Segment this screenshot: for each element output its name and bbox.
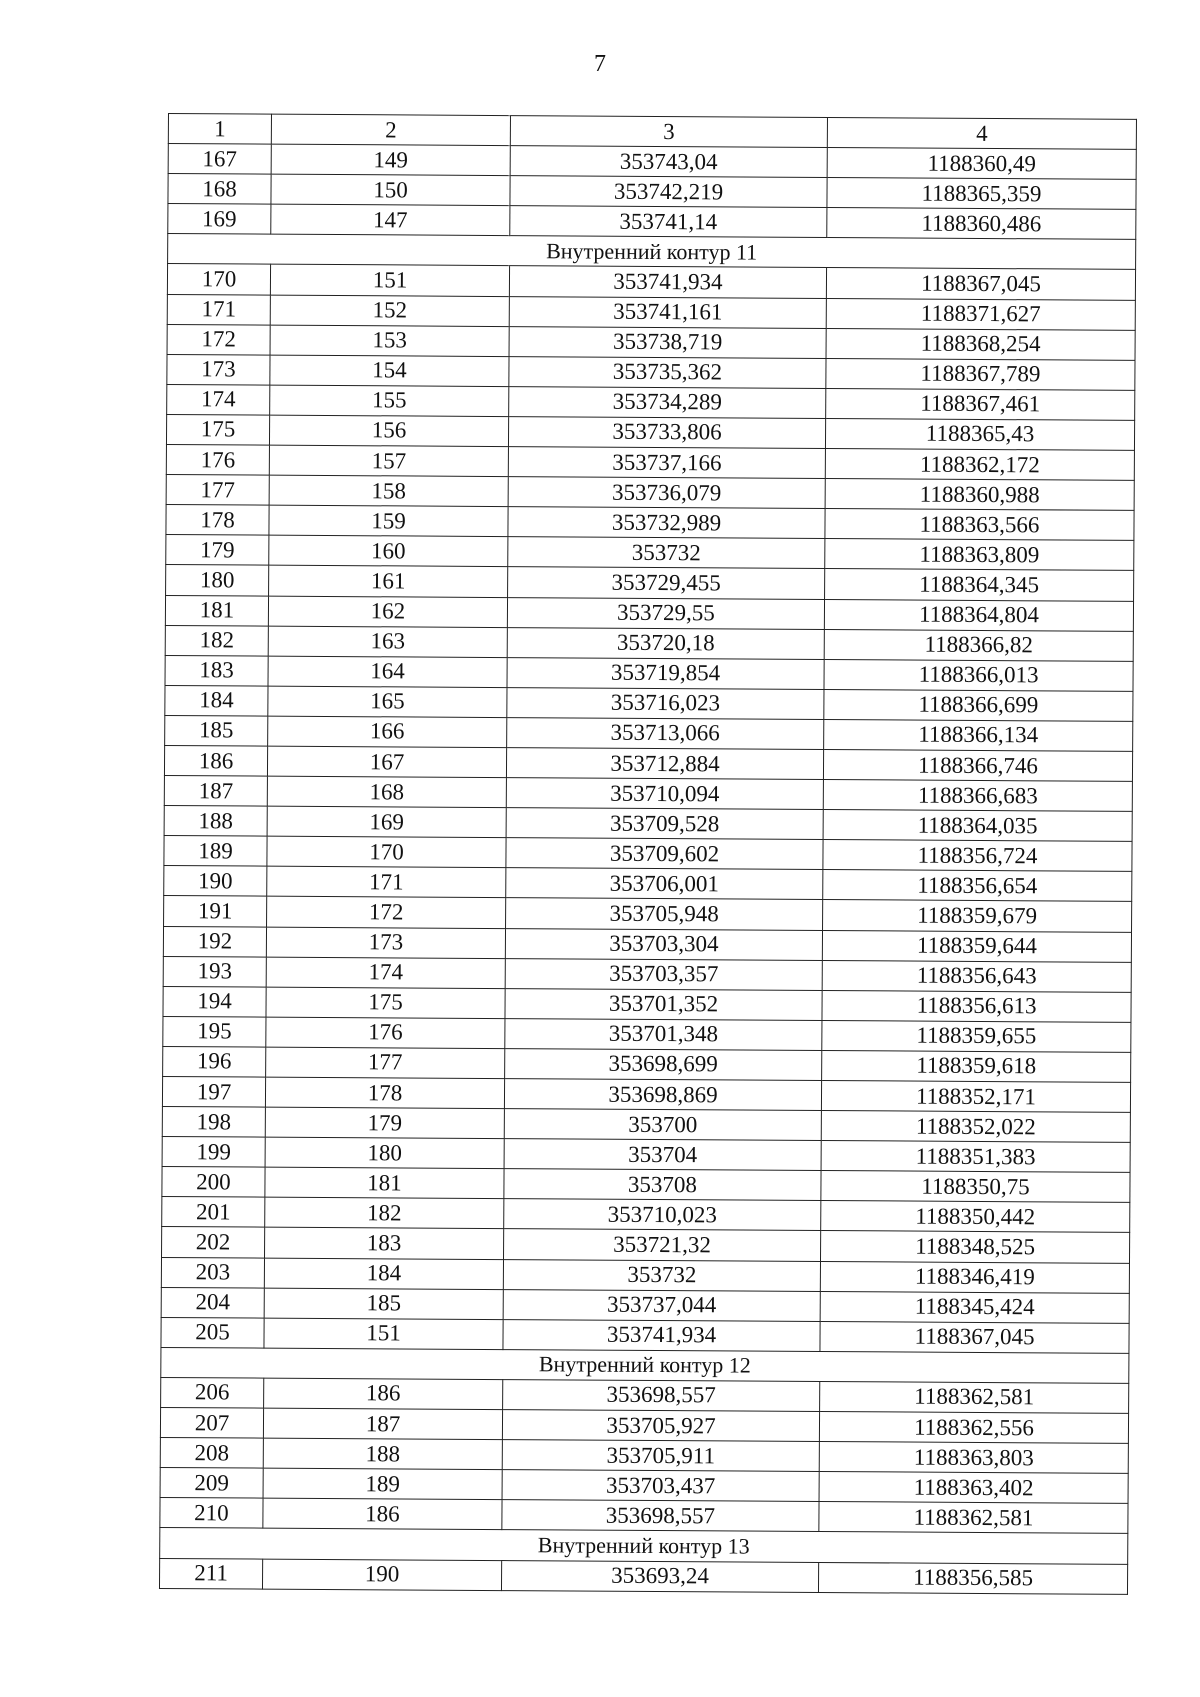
y-coordinate-cell: 1188368,254: [826, 328, 1135, 360]
point-number-cell: 207: [160, 1408, 263, 1439]
x-coordinate-cell: 353737,044: [503, 1289, 820, 1321]
vertex-number-cell: 186: [264, 1378, 503, 1410]
y-coordinate-cell: 1188363,803: [819, 1442, 1128, 1474]
x-coordinate-cell: 353721,32: [504, 1229, 821, 1261]
vertex-number-cell: 147: [271, 204, 510, 236]
vertex-number-cell: 183: [265, 1228, 504, 1260]
vertex-number-cell: 158: [269, 475, 508, 507]
vertex-number-cell: 151: [270, 265, 509, 297]
y-coordinate-cell: 1188363,402: [819, 1472, 1128, 1504]
x-coordinate-cell: 353712,884: [506, 748, 823, 780]
vertex-number-cell: 177: [266, 1047, 505, 1079]
y-coordinate-cell: 1188366,134: [824, 719, 1133, 751]
y-coordinate-cell: 1188367,789: [826, 358, 1135, 390]
point-number-cell: 172: [167, 324, 270, 355]
point-number-cell: 173: [167, 354, 270, 385]
vertex-number-cell: 173: [266, 927, 505, 959]
x-coordinate-cell: 353693,24: [501, 1560, 818, 1592]
y-coordinate-cell: 1188359,618: [822, 1050, 1131, 1082]
vertex-number-cell: 167: [267, 746, 506, 778]
y-coordinate-cell: 1188360,988: [825, 479, 1134, 511]
point-number-cell: 203: [161, 1257, 264, 1288]
vertex-number-cell: 185: [264, 1288, 503, 1320]
vertex-number-cell: 153: [270, 325, 509, 357]
x-coordinate-cell: 353708: [504, 1169, 821, 1201]
y-coordinate-cell: 1188365,359: [827, 178, 1136, 210]
point-number-cell: 183: [165, 655, 268, 686]
vertex-number-cell: 187: [263, 1408, 502, 1440]
x-coordinate-cell: 353737,166: [508, 447, 825, 479]
vertex-number-cell: 190: [262, 1559, 501, 1591]
y-coordinate-cell: 1188363,809: [825, 539, 1134, 571]
vertex-number-cell: 172: [267, 897, 506, 929]
point-number-cell: 199: [162, 1137, 265, 1168]
point-number-cell: 168: [168, 174, 271, 205]
y-coordinate-cell: 1188359,655: [822, 1020, 1131, 1052]
x-coordinate-cell: 353706,001: [506, 868, 823, 900]
x-coordinate-cell: 353741,14: [510, 206, 827, 238]
point-number-cell: 174: [167, 384, 270, 415]
x-coordinate-cell: 353735,362: [509, 356, 826, 388]
y-coordinate-cell: 1188366,82: [824, 629, 1133, 661]
vertex-number-cell: 178: [265, 1077, 504, 1109]
x-coordinate-cell: 353700: [504, 1109, 821, 1141]
vertex-number-cell: 163: [268, 626, 507, 658]
point-number-cell: 193: [163, 956, 266, 987]
point-number-cell: 178: [166, 505, 269, 536]
x-coordinate-cell: 353732,989: [508, 507, 825, 539]
vertex-number-cell: 179: [265, 1107, 504, 1139]
y-coordinate-cell: 1188351,383: [821, 1141, 1130, 1173]
point-number-cell: 198: [162, 1107, 265, 1138]
point-number-cell: 185: [165, 715, 268, 746]
y-coordinate-cell: 1188350,442: [821, 1201, 1130, 1233]
point-number-cell: 177: [166, 475, 269, 506]
y-coordinate-cell: 1188359,644: [822, 930, 1131, 962]
y-coordinate-cell: 1188362,556: [819, 1412, 1128, 1444]
section-title: Внутренний контур 12: [161, 1347, 1129, 1383]
x-coordinate-cell: 353703,357: [505, 958, 822, 990]
y-coordinate-cell: 1188366,746: [823, 749, 1132, 781]
x-coordinate-cell: 353701,348: [505, 1018, 822, 1050]
vertex-number-cell: 154: [270, 355, 509, 387]
x-coordinate-cell: 353709,602: [506, 838, 823, 870]
x-coordinate-cell: 353733,806: [508, 417, 825, 449]
table-row: [159, 1558, 1127, 1594]
x-coordinate-cell: 353743,04: [510, 146, 827, 178]
point-number-cell: 167: [168, 144, 271, 175]
vertex-number-cell: 152: [270, 295, 509, 327]
x-coordinate-cell: 353709,528: [506, 808, 823, 840]
vertex-number-cell: 170: [267, 836, 506, 868]
y-coordinate-cell: 1188356,613: [822, 990, 1131, 1022]
vertex-number-cell: 180: [265, 1137, 504, 1169]
x-coordinate-cell: 353710,094: [506, 778, 823, 810]
x-coordinate-cell: 353705,911: [502, 1440, 819, 1472]
point-number-cell: 181: [165, 595, 268, 626]
x-coordinate-cell: 353704: [504, 1139, 821, 1171]
y-coordinate-cell: 1188356,654: [823, 870, 1132, 902]
point-number-cell: 210: [160, 1498, 263, 1529]
y-coordinate-cell: 1188352,022: [821, 1111, 1130, 1143]
vertex-number-cell: 162: [268, 596, 507, 628]
section-title: Внутренний контур 13: [160, 1528, 1128, 1564]
vertex-number-cell: 166: [268, 716, 507, 748]
vertex-number-cell: 155: [270, 385, 509, 417]
y-coordinate-cell: 1188362,172: [825, 449, 1134, 481]
y-coordinate-cell: 1188356,643: [822, 960, 1131, 992]
vertex-number-cell: 186: [263, 1498, 502, 1530]
point-number-cell: 176: [166, 445, 269, 476]
coordinates-table-body: [159, 114, 1136, 1594]
x-coordinate-cell: 353734,289: [509, 386, 826, 418]
vertex-number-cell: 189: [263, 1468, 502, 1500]
vertex-number-cell: 169: [267, 806, 506, 838]
point-number-cell: 192: [163, 926, 266, 957]
vertex-number-cell: 188: [263, 1438, 502, 1470]
point-number-cell: 175: [166, 414, 269, 445]
point-number-cell: 211: [159, 1558, 262, 1589]
vertex-number-cell: 182: [265, 1197, 504, 1229]
y-coordinate-cell: 1188366,683: [823, 780, 1132, 812]
vertex-number-cell: 159: [269, 505, 508, 537]
y-coordinate-cell: 1188367,045: [826, 268, 1135, 300]
y-coordinate-cell: 1188352,171: [821, 1081, 1130, 1113]
vertex-number-cell: 160: [269, 535, 508, 567]
y-coordinate-cell: 1188356,724: [823, 840, 1132, 872]
x-coordinate-cell: 353716,023: [507, 687, 824, 719]
point-number-cell: 188: [164, 806, 267, 837]
column-header: 2: [271, 114, 510, 146]
vertex-number-cell: 171: [267, 866, 506, 898]
vertex-number-cell: 164: [268, 656, 507, 688]
x-coordinate-cell: 353703,437: [502, 1470, 819, 1502]
y-coordinate-cell: 1188359,679: [823, 900, 1132, 932]
point-number-cell: 182: [165, 625, 268, 656]
vertex-number-cell: 181: [265, 1167, 504, 1199]
point-number-cell: 205: [161, 1317, 264, 1348]
y-coordinate-cell: 1188360,486: [827, 208, 1136, 240]
y-coordinate-cell: 1188360,49: [827, 148, 1136, 180]
vertex-number-cell: 165: [268, 686, 507, 718]
y-coordinate-cell: 1188362,581: [819, 1502, 1128, 1534]
point-number-cell: 195: [163, 1016, 266, 1047]
x-coordinate-cell: 353741,161: [509, 296, 826, 328]
point-number-cell: 179: [166, 535, 269, 566]
x-coordinate-cell: 353705,927: [502, 1410, 819, 1442]
x-coordinate-cell: 353736,079: [508, 477, 825, 509]
y-coordinate-cell: 1188366,013: [824, 659, 1133, 691]
vertex-number-cell: 176: [266, 1017, 505, 1049]
point-number-cell: 190: [164, 866, 267, 897]
y-coordinate-cell: 1188371,627: [826, 298, 1135, 330]
point-number-cell: 187: [164, 776, 267, 807]
point-number-cell: 186: [164, 745, 267, 776]
x-coordinate-cell: 353698,557: [503, 1380, 820, 1412]
column-header: 3: [510, 116, 827, 148]
y-coordinate-cell: 1188367,045: [820, 1321, 1129, 1353]
point-number-cell: 206: [161, 1377, 264, 1408]
y-coordinate-cell: 1188367,461: [826, 388, 1135, 420]
x-coordinate-cell: 353713,066: [507, 717, 824, 749]
x-coordinate-cell: 353729,55: [507, 597, 824, 629]
point-number-cell: 194: [163, 986, 266, 1017]
point-number-cell: 208: [160, 1438, 263, 1469]
point-number-cell: 169: [168, 204, 271, 235]
y-coordinate-cell: 1188365,43: [825, 418, 1134, 450]
column-header: 4: [827, 118, 1136, 150]
x-coordinate-cell: 353719,854: [507, 657, 824, 689]
x-coordinate-cell: 353741,934: [503, 1319, 820, 1351]
vertex-number-cell: 175: [266, 987, 505, 1019]
coordinates-table: [159, 113, 1137, 1594]
point-number-cell: 209: [160, 1468, 263, 1499]
y-coordinate-cell: 1188348,525: [820, 1231, 1129, 1263]
y-coordinate-cell: 1188350,75: [821, 1171, 1130, 1203]
y-coordinate-cell: 1188364,345: [825, 569, 1134, 601]
vertex-number-cell: 161: [269, 566, 508, 598]
vertex-number-cell: 174: [266, 957, 505, 989]
x-coordinate-cell: 353732: [508, 537, 825, 569]
x-coordinate-cell: 353698,557: [502, 1500, 819, 1532]
section-title: Внутренний контур 11: [168, 234, 1136, 270]
point-number-cell: 191: [164, 896, 267, 927]
point-number-cell: 189: [164, 836, 267, 867]
point-number-cell: 197: [162, 1076, 265, 1107]
y-coordinate-cell: 1188345,424: [820, 1291, 1129, 1323]
vertex-number-cell: 150: [271, 174, 510, 206]
x-coordinate-cell: 353698,869: [504, 1079, 821, 1111]
y-coordinate-cell: 1188366,699: [824, 689, 1133, 721]
y-coordinate-cell: 1188356,585: [818, 1562, 1127, 1594]
x-coordinate-cell: 353710,023: [504, 1199, 821, 1231]
y-coordinate-cell: 1188346,419: [820, 1261, 1129, 1293]
vertex-number-cell: 184: [264, 1258, 503, 1290]
vertex-number-cell: 168: [267, 776, 506, 808]
x-coordinate-cell: 353705,948: [506, 898, 823, 930]
x-coordinate-cell: 353729,455: [508, 567, 825, 599]
point-number-cell: 200: [162, 1167, 265, 1198]
y-coordinate-cell: 1188362,581: [820, 1381, 1129, 1413]
point-number-cell: 184: [165, 685, 268, 716]
x-coordinate-cell: 353701,352: [505, 988, 822, 1020]
x-coordinate-cell: 353720,18: [507, 627, 824, 659]
y-coordinate-cell: 1188363,566: [825, 509, 1134, 541]
x-coordinate-cell: 353738,719: [509, 326, 826, 358]
point-number-cell: 180: [166, 565, 269, 596]
vertex-number-cell: 157: [269, 445, 508, 477]
x-coordinate-cell: 353703,304: [505, 928, 822, 960]
x-coordinate-cell: 353698,699: [505, 1048, 822, 1080]
point-number-cell: 204: [161, 1287, 264, 1318]
point-number-cell: 202: [162, 1227, 265, 1258]
vertex-number-cell: 149: [271, 144, 510, 176]
y-coordinate-cell: 1188364,035: [823, 810, 1132, 842]
point-number-cell: 170: [167, 264, 270, 295]
page-number: 7: [594, 51, 606, 77]
x-coordinate-cell: 353732: [503, 1259, 820, 1291]
x-coordinate-cell: 353742,219: [510, 176, 827, 208]
vertex-number-cell: 151: [264, 1318, 503, 1350]
vertex-number-cell: 156: [269, 415, 508, 447]
point-number-cell: 196: [163, 1046, 266, 1077]
x-coordinate-cell: 353741,934: [509, 266, 826, 298]
y-coordinate-cell: 1188364,804: [824, 599, 1133, 631]
column-header: 1: [168, 114, 271, 145]
point-number-cell: 201: [162, 1197, 265, 1228]
point-number-cell: 171: [167, 294, 270, 325]
